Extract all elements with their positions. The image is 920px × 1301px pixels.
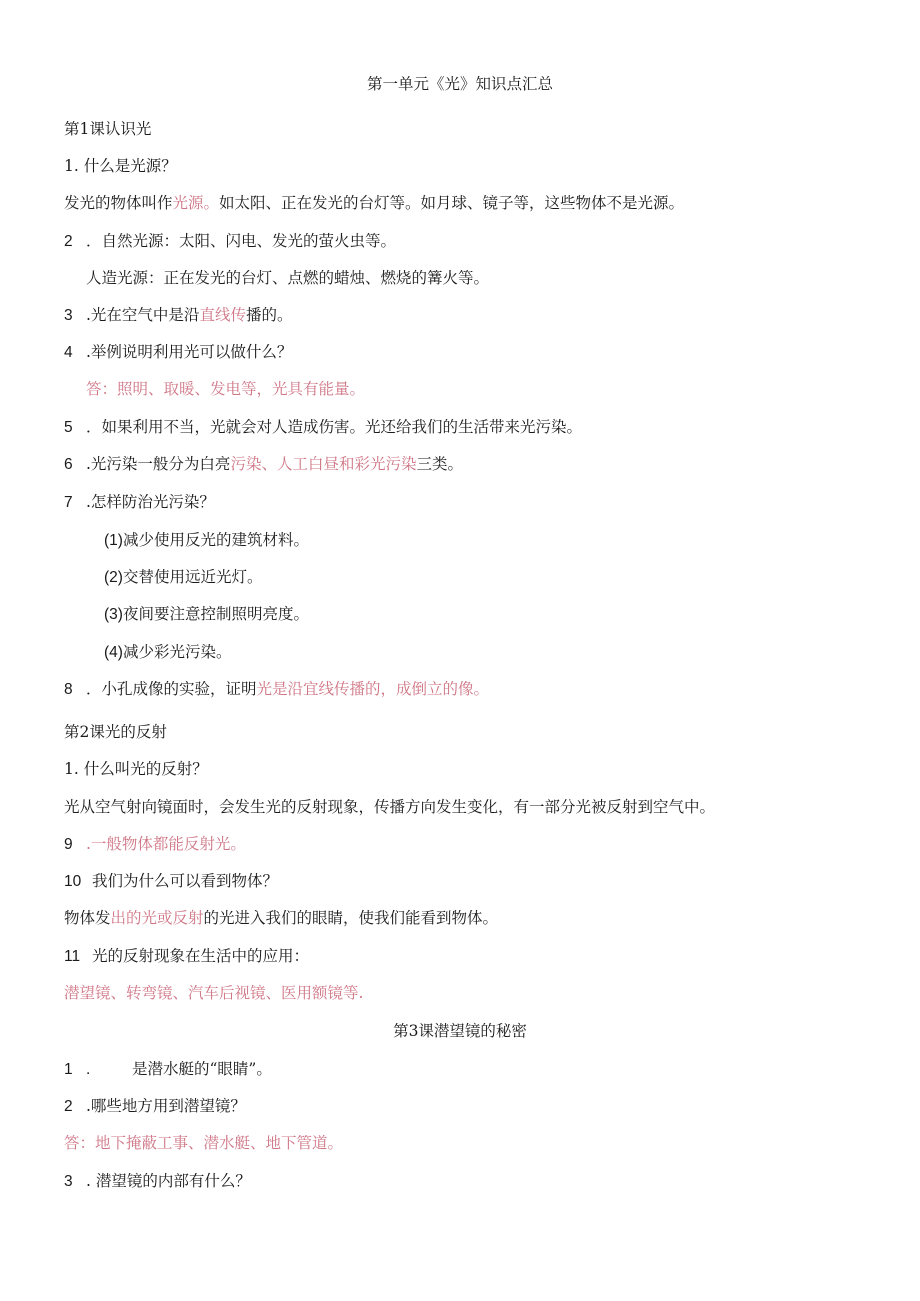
highlight-text: 光是沿宜线传播的，成倒立的像。 bbox=[256, 680, 490, 698]
text-span: ．自然光源：太阳、闪电、发光的萤火虫等。 bbox=[86, 232, 397, 250]
lesson2-a11: 潜望镜、转弯镜、汽车后视镜、医用额镜等. bbox=[64, 984, 364, 1002]
text-span: ．如果利用不当，光就会对人造成伤害。光还给我们的生活带来光污染。 bbox=[86, 418, 583, 436]
text-span: 夜间要注意控制照明亮度。 bbox=[122, 605, 309, 623]
item-number: 11 bbox=[64, 948, 81, 965]
sub-item-number: (1) bbox=[104, 532, 123, 549]
blank-dot: . bbox=[86, 1061, 91, 1078]
lesson1-item3 bbox=[64, 304, 292, 327]
text-span: 减少彩光污染。 bbox=[122, 643, 232, 661]
lesson1-item2b: 人造光源：正在发光的台灯、点燃的蜡烛、燃烧的篝火等。 bbox=[86, 269, 490, 287]
lesson3-item1 bbox=[64, 1058, 272, 1081]
text-span: 我们为什么可以看到物体？ bbox=[92, 872, 279, 890]
text-span: .光在空气中是沿 bbox=[86, 306, 200, 324]
lesson1-item7 bbox=[64, 491, 215, 514]
sub-item-1 bbox=[104, 529, 309, 552]
lesson1-heading: 第1课认识光 bbox=[64, 120, 152, 138]
highlight-text: 出的光或反射 bbox=[110, 909, 204, 927]
item-number: 9 bbox=[64, 836, 73, 853]
text-span: .怎样防治光污染？ bbox=[86, 493, 215, 511]
lesson2-item9 bbox=[64, 833, 246, 856]
item-number: 2 bbox=[64, 233, 73, 250]
text-span: 减少使用反光的建筑材料。 bbox=[122, 531, 309, 549]
sub-item-number: (2) bbox=[104, 569, 123, 586]
lesson1-item4 bbox=[64, 341, 292, 364]
highlight-text: 直线传 bbox=[199, 306, 246, 324]
item-number: 1 bbox=[64, 1061, 73, 1078]
text-span: . 潜望镜的内部有什么？ bbox=[86, 1172, 251, 1190]
text-span: 交替使用远近光灯。 bbox=[122, 568, 263, 586]
text-span: ．小孔成像的实验，证明 bbox=[86, 680, 257, 698]
highlight-text: 污染、人工白昼和彩光污染 bbox=[230, 455, 417, 473]
text-span: 是潜水艇的“眼睛”。 bbox=[132, 1060, 272, 1078]
lesson1-item2 bbox=[64, 230, 396, 253]
item-number: 5 bbox=[64, 419, 73, 436]
item-number: 2 bbox=[64, 1098, 73, 1115]
lesson2-q1: 1. 什么叫光的反射？ bbox=[64, 760, 208, 778]
sub-item-number: (3) bbox=[104, 606, 123, 623]
item-number: 3 bbox=[64, 307, 73, 324]
lesson2-item11 bbox=[64, 945, 309, 968]
lesson2-a1: 光从空气射向镜面时，会发生光的反射现象，传播方向发生变化，有一部分光被反射到空气中。 bbox=[64, 798, 716, 816]
text-span: 的光进入我们的眼睛，使我们能看到物体。 bbox=[203, 909, 499, 927]
lesson1-item6 bbox=[64, 453, 463, 476]
item-number: 4 bbox=[64, 344, 73, 361]
item-number: 8 bbox=[64, 681, 73, 698]
lesson2-a10 bbox=[64, 907, 498, 929]
text-span: 光的反射现象在生活中的应用： bbox=[92, 947, 310, 965]
page-title: 第一单元《光》知识点汇总 bbox=[366, 75, 553, 93]
lesson1-a1 bbox=[64, 192, 684, 214]
text-span: .举例说明利用光可以做什么？ bbox=[86, 343, 293, 361]
lesson2-heading: 第2课光的反射 bbox=[64, 723, 167, 741]
sub-item-number: (4) bbox=[104, 644, 123, 661]
item-number: 3 bbox=[64, 1173, 73, 1190]
text-span: 播的。 bbox=[245, 306, 293, 324]
lesson1-item5 bbox=[64, 416, 582, 439]
item-number: 6 bbox=[64, 456, 73, 473]
highlight-text: .一般物体都能反射光。 bbox=[86, 835, 246, 853]
lesson1-q1: 1. 什么是光源？ bbox=[64, 157, 177, 175]
text-span: 发光的物体叫作 bbox=[64, 194, 173, 212]
text-span: 如太阳、正在发光的台灯等。如月球、镜子等，这些物体不是光源。 bbox=[219, 194, 685, 212]
lesson3-answer2: 答：地下掩蔽工事、潜水艇、地下管道。 bbox=[64, 1134, 344, 1152]
lesson3-item3 bbox=[64, 1170, 251, 1193]
sub-item-4 bbox=[104, 641, 231, 664]
sub-item-3 bbox=[104, 603, 309, 626]
lesson3-item2 bbox=[64, 1095, 246, 1118]
text-span: .光污染一般分为白亮 bbox=[86, 455, 231, 473]
highlight-text: 光源。 bbox=[172, 194, 220, 212]
item-number: 7 bbox=[64, 494, 73, 511]
lesson2-item10 bbox=[64, 870, 278, 893]
sub-item-2 bbox=[104, 566, 262, 589]
item-number: 10 bbox=[64, 873, 82, 890]
text-span: 物体发 bbox=[64, 909, 111, 927]
lesson1-item8 bbox=[64, 678, 489, 701]
text-span: 三类。 bbox=[416, 455, 463, 473]
text-span: .哪些地方用到潜望镜？ bbox=[86, 1097, 246, 1115]
lesson3-heading: 第3课潜望镜的秘密 bbox=[393, 1022, 527, 1040]
lesson1-answer4: 答：照明、取暖、发电等，光具有能量。 bbox=[86, 380, 366, 398]
